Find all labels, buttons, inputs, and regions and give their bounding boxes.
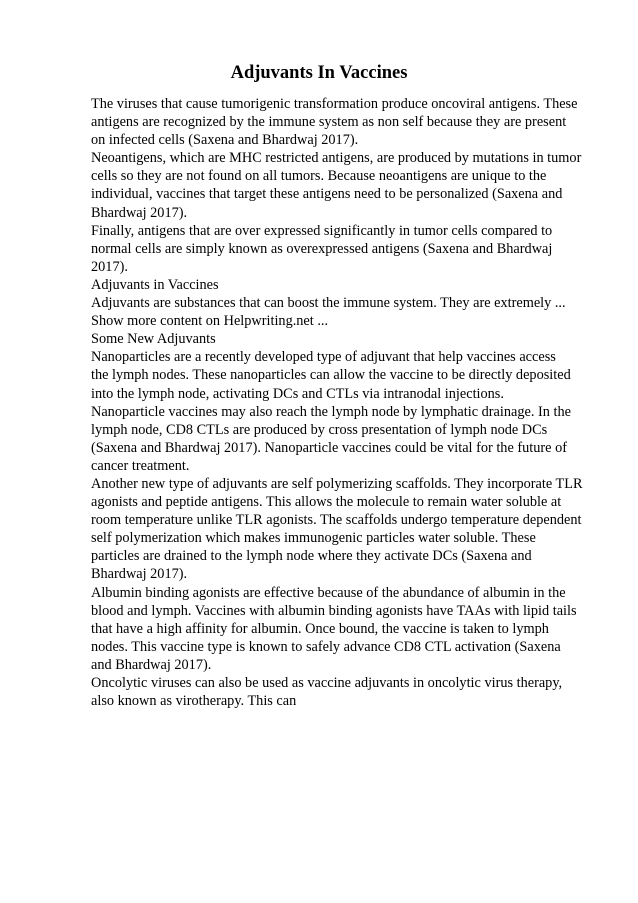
text-line: The viruses that cause tumorigenic transformation produce oncoviral antigens. These (91, 96, 578, 112)
text-line: that have a high affinity for albumin. Once bound, the vaccine is taken to lymph (91, 620, 549, 637)
text-line: Adjuvants are substances that can boost the immune system. They are extremely ... (91, 295, 566, 312)
text-line: particles are drained to the lymph node where they activate DCs (Saxena and (91, 548, 532, 565)
text-line: cancer treatment. (91, 457, 190, 474)
text-line: Nanoparticles are a recently developed type of adjuvant that help vaccines access (91, 349, 556, 366)
document-body (91, 95, 583, 710)
text-line: into the lymph node, activating DCs and CTLs via intranodal injections. (91, 385, 504, 402)
text-line: Albumin binding agonists are effective because of the abundance of albumin in the (91, 584, 566, 601)
section-heading: Adjuvants in Vaccines (91, 276, 219, 293)
text-line: on infected cells (Saxena and Bhardwaj 2017). (91, 132, 359, 149)
text-line: 2017). (91, 258, 128, 275)
text-line: agonists and peptide antigens. This allows the molecule to remain water soluble at (91, 494, 562, 511)
text-line: lymph node, CD8 CTLs are produced by cross presentation of lymph node DCs (91, 421, 548, 438)
text-line: normal cells are simply known as overexpressed antigens (Saxena and Bhardwaj (91, 240, 553, 257)
text-line: blood and lymph. Vaccines with albumin binding agonists have TAAs with lipid tails (91, 602, 577, 619)
show-more-text: Show more content on Helpwriting.net ... (91, 313, 329, 330)
text-line: and Bhardwaj 2017). (91, 656, 212, 673)
text-line: cells so they are not found on all tumors. Because neoantigens are unique to the (91, 168, 547, 185)
text-line: Another new type of adjuvants are self polymerizing scaffolds. They incorporate TLR (91, 475, 583, 492)
text-line: Bhardwaj 2017). (91, 566, 188, 583)
text-line: Finally, antigens that are over expressed significantly in tumor cells compared to (91, 222, 553, 239)
text-line: the lymph nodes. These nanoparticles can allow the vaccine to be directly deposited (91, 367, 571, 384)
text-line: self polymerization which makes immunogenic particles water soluble. These (91, 530, 536, 547)
text-line: Nanoparticle vaccines may also reach the lymph node by lymphatic drainage. In the (91, 403, 571, 420)
text-line: Oncolytic viruses can also be used as vaccine adjuvants in oncolytic virus therapy, (91, 675, 563, 691)
section-heading: Some New Adjuvants (91, 331, 216, 348)
text-line: also known as virotherapy. This can (91, 693, 297, 710)
document-title: Adjuvants In Vaccines (230, 63, 408, 83)
text-line: Neoantigens, which are MHC restricted antigens, are produced by mutations in tumor (91, 150, 582, 167)
text-line: nodes. This vaccine type is known to safely advance CD8 CTL activation (Saxena (91, 638, 561, 655)
text-line: Bhardwaj 2017). (91, 204, 188, 221)
text-line: individual, vaccines that target these antigens need to be personalized (Saxena and (91, 186, 563, 203)
text-line: (Saxena and Bhardwaj 2017). Nanoparticle vaccines could be vital for the future of (91, 439, 567, 456)
text-line: antigens are recognized by the immune system as non self because they are present (91, 114, 567, 131)
text-line: room temperature unlike TLR agonists. The scaffolds undergo temperature dependent (91, 512, 582, 529)
